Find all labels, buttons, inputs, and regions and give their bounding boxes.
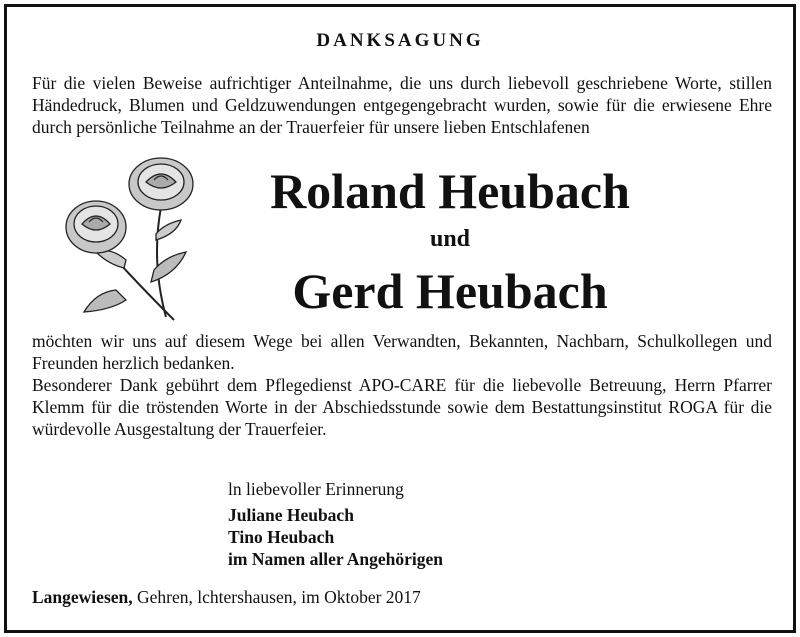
signature-intro: ln liebevoller Erinnerung <box>228 479 404 499</box>
special-thanks-paragraph: Besonderer Dank gebührt dem Pflegedienst APO-CARE für die liebevolle Betreuung, Herrn Pfarrer Klemm für die tröstenden Worte in der Abschiedsstunde sowie dem Bestattungsinstitut ROGA für die würdevolle Ausgestaltung der Trauerfeier. <box>32 375 772 439</box>
roses-icon <box>56 152 206 322</box>
signature-name: im Namen aller Angehörigen <box>228 549 444 569</box>
intro-paragraph: Für die vielen Beweise aufrichtiger Anteilnahme, die uns durch liebevoll geschriebene Worte, stillen Händedruck, Blumen und Geldzuwendungen entgegengebracht wurden, sowie für die erwiesene Ehre durch persönliche Teilnahme an der Trauerfeier für unsere lieben Entschlafenen <box>32 73 772 137</box>
signature-name: Juliane Heubach <box>228 505 354 525</box>
deceased-name-2: Gerd Heubach <box>292 263 608 319</box>
signature-block <box>228 478 443 570</box>
signature-name: Tino Heubach <box>228 527 335 547</box>
name-connector: und <box>429 226 471 252</box>
thanks-paragraph: möchten wir uns auf diesem Wege bei allen Verwandten, Bekannten, Nachbarn, Schulkollegen und Freunden herzlich bedanken. <box>32 331 772 373</box>
deceased-name-1: Roland Heubach <box>270 163 630 219</box>
notice-heading: DANKSAGUNG <box>316 30 484 51</box>
place-date-rest: Gehren, lchtershausen, im Oktober 2017 <box>132 587 421 607</box>
place-date-line <box>32 587 421 608</box>
place-name: Langewiesen, <box>32 587 133 607</box>
